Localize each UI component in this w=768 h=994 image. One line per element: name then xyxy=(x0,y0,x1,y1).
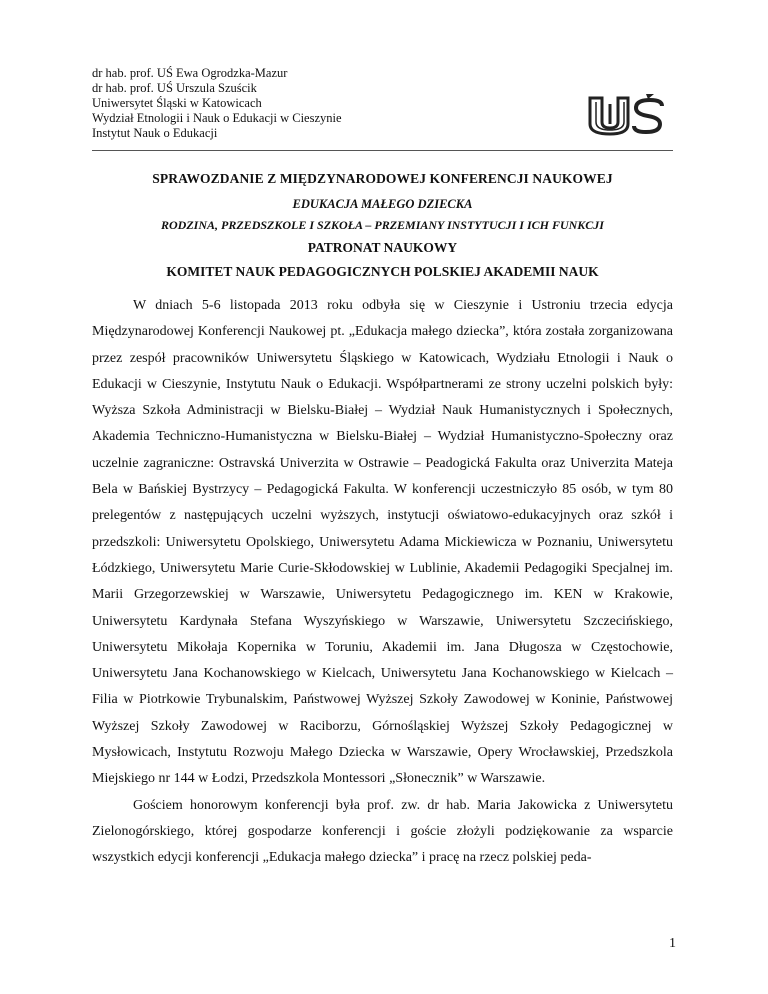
header-divider xyxy=(92,150,673,151)
report-body xyxy=(92,293,673,872)
author-header xyxy=(92,66,512,141)
report-titles xyxy=(92,170,673,281)
paragraph: W dniach 5-6 listopada 2013 roku odbyła się w Cieszynie i Ustroniu trzecia edycja Międzynarodowej Konferencji Naukowej pt. „Edukacja małego dziecka”, która została zorganizowana przez zespół pracowników Uniwersytetu Śląskiego w Katowicach, Wydziału Etnologii i Nauk o Edukacji w Cieszynie, Instytutu Nauk o Edukacji. Współpartnerami ze strony uczelni polskich były: Wyższa Szkoła Administracji w Bielsku-Białej – Wydział Nauk Humanistycznych i Społecznych, Akademia Techniczno-Humanistyczna w Bielsku-Białej – Wydział Humanistyczno-Społeczny oraz uczelnie zagraniczne: Ostravská Univerzita w Ostrawie – Peadogická Fakulta oraz Univerzita Mateja Bela w Bańskiej Bystrzycy – Pedagogická Fakulta. W konferencji uczestniczyło 85 osób, w tym 80 prelegentów z następujących uczelni wyższych, instytucji oświatowo-edukacyjnych oraz szkół i przedszkoli: Uniwersytetu Opolskiego, Uniwersytetu Adama Mickiewicza w Poznaniu, Uniwersytetu Łódzkiego, Uniwersytetu Marie Curie-Skłodowskiej w Lublinie, Akademii Pedagogiki Specjalnej im. Marii Grzegorzewskiej w Warszawie, Uniwersytetu Pedagogicznego im. KEN w Krakowie, Uniwersytetu Kardynała Stefana Wyszyńskiego w Warszawie, Uniwersytetu Szczecińskiego, Uniwersytetu Mikołaja Kopernika w Toruniu, Akademii im. Jana Długosza w Częstochowie, Uniwersytetu Jana Kochanowskiego w Kielcach, Uniwersytetu Jana Kochanowskiego w Kielcach – Filia w Piotrkowie Trybunalskim, Państwowej Wyższej Szkoły Zawodowej w Koninie, Państwowej Wyższej Szkoły Zawodowej w Raciborzu, Górnośląskiej Wyższej Szkoły Pedagogicznej w Mysłowicach, Instytutu Rozwoju Małego Dziecka w Warszawie, Opery Wrocławskiej, Przedszkola Miejskiego nr 144 w Łodzi, Przedszkola Montessori „Słonecznik” w Warszawie. xyxy=(92,298,673,787)
header-line-institute: Instytut Nauk o Edukacji xyxy=(92,126,218,140)
header-line-university: Uniwersytet Śląski w Katowicach xyxy=(92,96,262,110)
page-number: 1 xyxy=(669,936,676,951)
conference-subtitle: RODZINA, PRZEDSZKOLE I SZKOŁA – PRZEMIANY INSTYTUCJI I ICH FUNKCJI xyxy=(161,218,604,232)
report-title: SPRAWOZDANIE Z MIĘDZYNARODOWEJ KONFERENCJI NAUKOWEJ xyxy=(152,171,613,186)
header-line-author-2: dr hab. prof. UŚ Urszula Szuścik xyxy=(92,81,257,95)
university-logo xyxy=(588,94,666,136)
header-line-faculty: Wydział Etnologii i Nauk o Edukacji w Cieszynie xyxy=(92,111,342,125)
header-line-author-1: dr hab. prof. UŚ Ewa Ogrodzka-Mazur xyxy=(92,66,288,80)
patronage-heading: PATRONAT NAUKOWY xyxy=(307,240,458,255)
paragraph: Gościem honorowym konferencji była prof. zw. dr hab. Maria Jakowicka z Uniwersytetu Zielonogórskiego, której gospodarze konferencji i goście złożyli podziękowanie za wsparcie wszystkich edycji konferencji „Edukacja małego dziecka” i pracę na rzecz polskiej peda- xyxy=(92,797,673,866)
conference-name: EDUKACJA MAŁEGO DZIECKA xyxy=(292,197,473,211)
patron-committee: KOMITET NAUK PEDAGOGICZNYCH POLSKIEJ AKADEMII NAUK xyxy=(166,264,599,279)
